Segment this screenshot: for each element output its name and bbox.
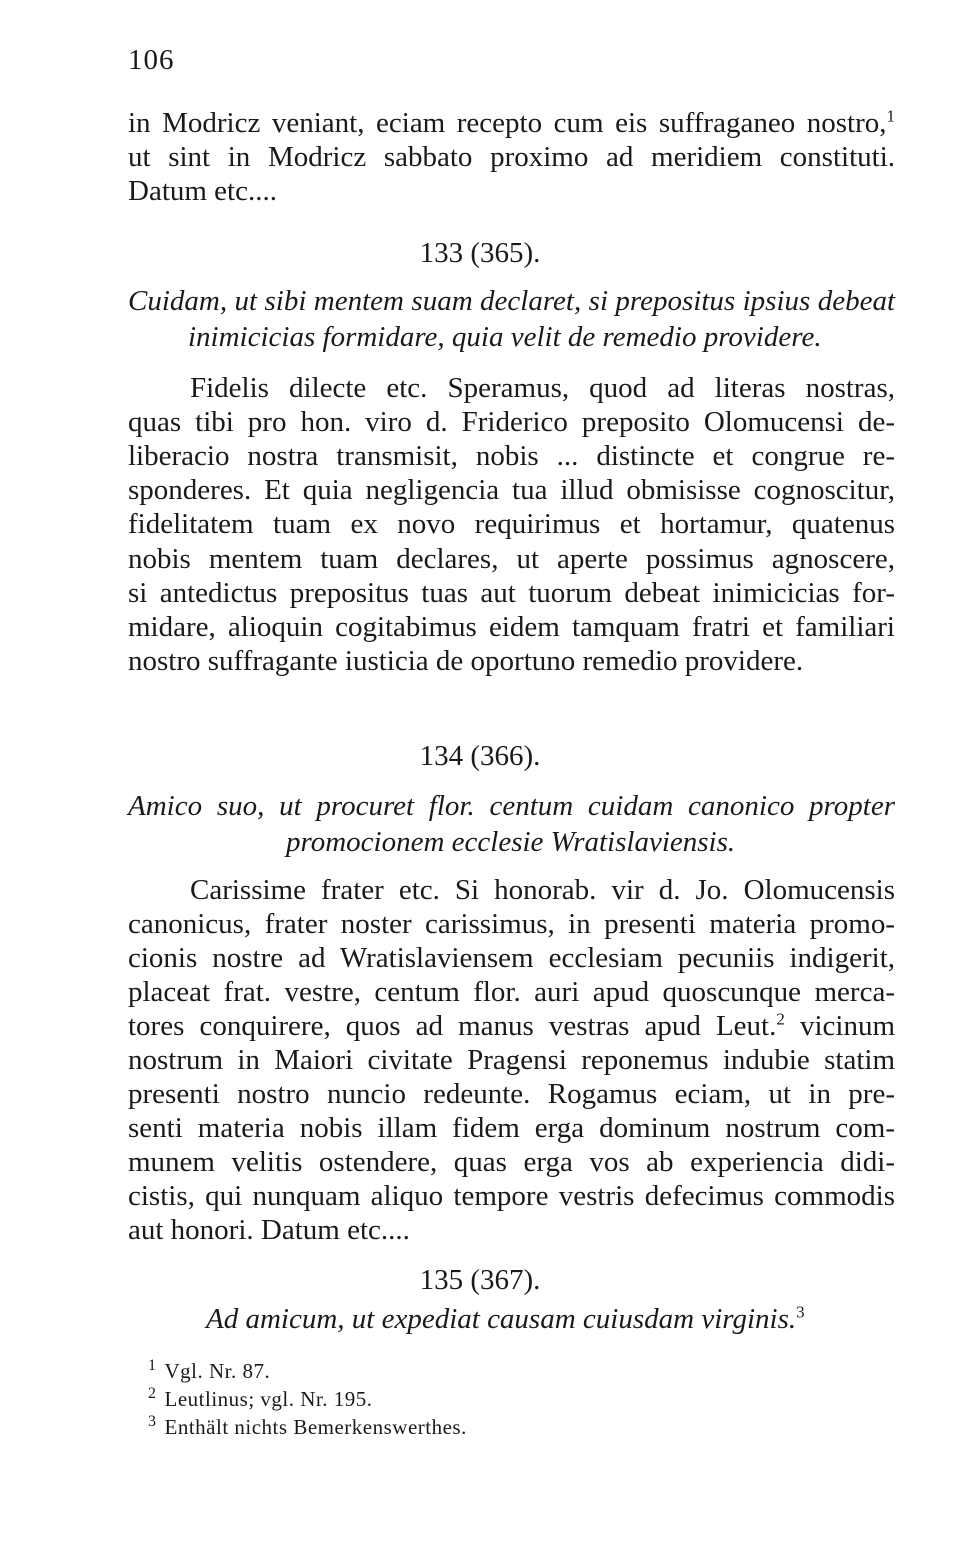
text-line: Datum etc.... [128, 175, 277, 207]
text-line: canonicus, frater noster carissimus, in presenti materia promo- [128, 908, 895, 940]
letter-subject-line: Amico suo, ut procuret flor. centum cuidam canonico propter [128, 790, 895, 822]
footnote-text: Vgl. Nr. 87. [164, 1359, 271, 1383]
text-line: placeat frat. vestre, centum flor. auri apud quoscunque merca- [128, 976, 895, 1008]
text-line [128, 107, 895, 140]
text-line: nostro suffragante iusticia de oportuno remedio providere. [128, 645, 804, 677]
text-line: quas tibi pro hon. viro d. Friderico preposito Olomucensi de- [128, 406, 895, 438]
footnote-ref: 2 [776, 1009, 785, 1029]
footnote-ref: 1 [886, 106, 895, 126]
footnote [148, 1386, 373, 1412]
footnote [148, 1358, 270, 1384]
text-line: cistis, qui nunquam aliquo tempore vestris defecimus commodis [128, 1180, 895, 1212]
letter-heading: 133 (365). [419, 237, 541, 269]
line-text: in Modricz veniant, eciam recepto cum eis suffraganeo nostro, [128, 107, 887, 139]
letter-heading: 134 (366). [419, 740, 541, 772]
text-line: nostrum in Maiori civitate Pragensi reponemus indubie statim [128, 1044, 895, 1076]
text-line: cionis nostre ad Wratislaviensem ecclesiam pecuniis indigerit, [128, 942, 895, 974]
text-line: presenti nostro nuncio redeunte. Rogamus eciam, ut in pre- [128, 1078, 895, 1110]
letter-heading: 135 (367). [419, 1264, 541, 1296]
text-line: Carissime frater etc. Si honorab. vir d. Jo. Olomucensis [190, 874, 895, 906]
text-line: midare, alioquin cogitabimus eidem tamquam fratri et familiari [128, 611, 895, 643]
text-line: liberacio nostra transmisit, nobis ... distincte et congrue re- [128, 440, 895, 472]
footnote-text: Enthält nichts Bemerkenswerthes. [164, 1415, 467, 1439]
text-line: nobis mentem tuam declares, ut aperte possimus agnoscere, [128, 543, 895, 575]
line-text: vicinum [784, 1010, 896, 1042]
text-line: ut sint in Modricz sabbato proximo ad meridiem constituti. [128, 141, 895, 173]
line-text: tores conquirere, quos ad manus vestras apud Leut. [128, 1010, 777, 1042]
footnote-text: Leutlinus; vgl. Nr. 195. [164, 1387, 373, 1411]
text-line: aut honori. Datum etc.... [128, 1214, 410, 1246]
footnote [148, 1414, 467, 1440]
letter-subject-line [206, 1303, 805, 1336]
letter-subject-line: promocionem ecclesie Wratislaviensis. [286, 826, 736, 858]
footnote-mark: 2 [148, 1385, 157, 1402]
text-line: munem velitis ostendere, quas erga vos ab experiencia didi- [128, 1146, 895, 1178]
text-line [128, 1010, 895, 1043]
letter-subject-line: inimicicias formidare, quia velit de remedio providere. [188, 321, 822, 353]
page-number: 106 [128, 44, 175, 76]
text-line: si antedictus prepositus tuas aut tuorum debeat inimicicias for- [128, 577, 895, 609]
text-line: fidelitatem tuam ex novo requirimus et hortamur, quatenus [128, 508, 895, 540]
text-line: Fidelis dilecte etc. Speramus, quod ad literas nostras, [190, 372, 895, 404]
text-line: sponderes. Et quia negligencia tua illud obmisisse cognoscitur, [128, 474, 895, 506]
footnote-ref: 3 [796, 1302, 805, 1322]
footnote-mark: 3 [148, 1413, 157, 1430]
letter-subject-line: Cuidam, ut sibi mentem suam declaret, si prepositus ipsius debeat [128, 285, 895, 317]
subject-text: Ad amicum, ut expediat causam cuiusdam virginis. [206, 1303, 797, 1335]
text-line: senti materia nobis illam fidem erga dominum nostrum com- [128, 1112, 895, 1144]
footnote-mark: 1 [148, 1357, 157, 1374]
